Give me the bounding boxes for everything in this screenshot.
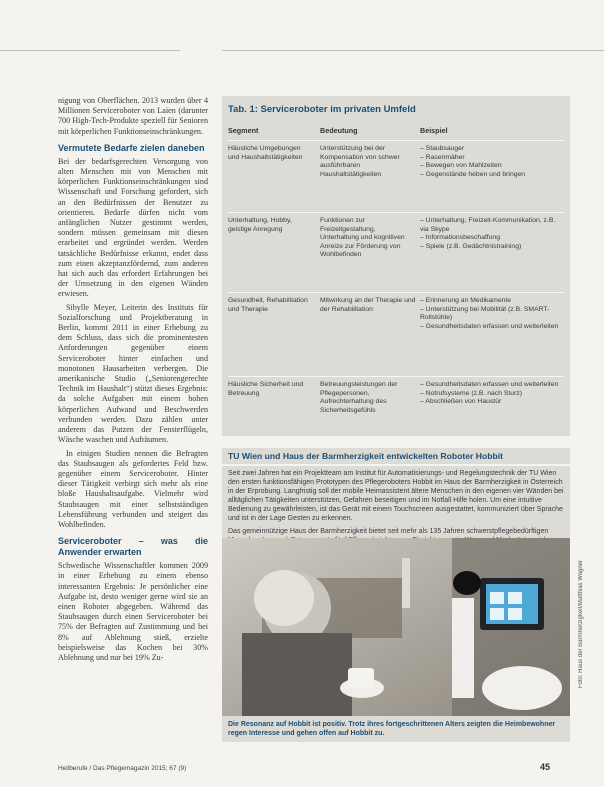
cell-examples [420, 217, 564, 251]
example-item: – Gesundheitsdaten erfassen und weiterleiten [420, 323, 564, 332]
column-header-segment: Segment [228, 126, 259, 135]
cell-meaning: Mitwirkung an der Therapie und der Rehabilitation [320, 297, 416, 313]
cell-segment: Gesundheit, Rehabilitation und Therapie [228, 297, 308, 313]
section-heading: Vermutete Bedarfe zielen daneben [58, 142, 205, 153]
page-number: 45 [540, 762, 551, 772]
paragraph: nigung von Oberflächen. 2013 wurden über 4 Millionen Serviceroboter von Laien (darunter 700 High-Tech-Produkte speziell für Senioren mit körperlichen Funktionseinschränkungen. [58, 96, 208, 136]
photo-illustration [222, 538, 570, 716]
left-column [58, 96, 208, 666]
example-item: – Abschließen von Haustür [420, 398, 564, 407]
cell-segment: Unterhaltung, Hobby, geistige Anregung [228, 217, 292, 233]
cell-examples [420, 297, 564, 331]
cell-segment: Häusliche Sicherheit und Betreuung [228, 381, 304, 397]
box-heading: TU Wien und Haus der Barmherzigkeit entwickelten Roboter Hobbit [222, 448, 570, 464]
example-item: – Erinnerung an Medikamente [420, 297, 564, 306]
paragraph: Sibylle Meyer, Leiterin des Instituts für Sozialforschung und Projektberatung in Berlin, kommt 2011 in einer Erhebung zu dem Schluss, dass sich die prominentesten Anforderungen gegenüber einem Serviceroboter hinter einfachen und monotonen Hausarbeiten verbergen. Die amerikanische Studio („Seniorengerechte Technik im Haushalt“) stützt dieses Ergebnis: da solche Aufgaben mit einem hohen körperlichen Aufwand und Beschwerden verbunden werden. Dazu zählen unter anderem das Putzen der Fensterflügeln, Wäsche waschen und Aufräumen. [58, 302, 208, 445]
table-title: Tab. 1: Serviceroboter im privaten Umfeld [228, 104, 416, 115]
journal-reference: Heilberufe / Das Pflegemagazin 2015; 67 (9) [58, 765, 187, 772]
column-header-meaning: Bedeutung [320, 126, 358, 135]
example-item: – Gesundheitsdaten erfassen und weiterleiten [420, 381, 564, 390]
paragraph: Bei der bedarfsgerechten Versorgung von alten Menschen mit von Menschen mit körperlichen Funktionseinschränkungen sind Wissenschaft und Forschung gefordert, sich an den Bedürfnissen der Benutzer zu orientieren. Bedarfe dürfen nicht vom anfänglichen Nutzer gestimmt werden, sondern müssen gemeinsam mit diesen erarbeitet und ergründet werden. Werden tatsächliche Bedürfnisse erkannt, endet dass zum einen akzeptanzfördernd, zum anderen hat sich auch das erfordert Erfahrungen bei der Umsetzung in den eigenen Wänden erwiesen. [58, 156, 208, 299]
example-item: – Bewegen von Mahlzeiten [420, 162, 564, 171]
top-rule-left [0, 50, 180, 51]
example-item: – Spiele (z.B. Gedächtnistraining) [420, 243, 564, 252]
photo-credit: Foto: Haus der Barmherzigkeit/Matthias Wagner [578, 560, 584, 689]
photo-caption: Die Resonanz auf Hobbit ist positiv. Trotz ihres fortgeschrittenen Alters zeigten die Heimbewohner regen Interesse und gehen offen auf Hobbit zu. [222, 716, 570, 742]
example-item: – Unterstützung bei Mobilität (z.B. SMART-Rollstühle) [420, 306, 564, 323]
cell-segment: Häusliche Umgebungen und Haushaltstätigkeiten [228, 145, 303, 161]
cell-meaning: Unterstützung bei der Kompensation von schwer ausführbaren Haushaltstätigkeiten [320, 145, 400, 178]
cell-examples [420, 145, 564, 179]
box-paragraph: Das gemeinnützige Haus der Barmherzigkeit bietet seit mehr als 135 Jahren schwerstpflegebedürftigen [228, 528, 549, 536]
cell-examples [420, 381, 564, 407]
box-paragraph: Seit zwei Jahren hat ein Projektteam am Institut für Automatisierungs- und Regelungstechnik der TU Wien den ersten funktionsfähigen Prototypen des Pflegeroboters Hobbit im Haus der Barmherzigkeit in Österreich in der Erprobung. Langfristig soll der mobile Heimassistent ältere Menschen in den eigenen vier Wänden bei alltäglichen Tätigkeiten unterstützen, Gefahren beseitigen und im Notfall Hilfe holen. Um eine intuitive Bedienung zu gewährleisten, ist das Gerät mit einem Touchscreen ausgestattet, kommuniziert über Sprache und ist in der Lage Gesten zu erkennen. [228, 470, 564, 522]
hobbit-robot-photo [222, 538, 570, 716]
example-item: – Staubsauger [420, 145, 564, 154]
table-row [228, 292, 564, 374]
example-item: – Informationsbeschaffung [420, 234, 564, 243]
paragraph: In einigen Studien nennen die Befragten das Staubsaugen als gefordertes Feld bzw. gegenüber einem Serviceroboter. Hinter dieser Tätigkeit verbirgt sich mehr als eine bloße Haushaltsaufgabe. Vielmehr wird Staubsaugen mit einer selbstständigen Lebensführung verbunden und steigert das Wohlbefinden. [58, 448, 208, 529]
cell-meaning: Funktionen zur Freizeitgestaltung, Unterhaltung und kognitiven Anreize zur Förderung von Wohlbefinden [320, 217, 405, 259]
example-item: – Gegenstände heben und bringen [420, 171, 564, 180]
section-heading: Serviceroboter – was die Anwender erwarten [58, 536, 208, 558]
service-robot-table [222, 96, 570, 436]
top-rule-right [222, 50, 604, 51]
column-header-example: Beispiel [420, 126, 448, 135]
example-item: – Rasenmäher [420, 154, 564, 163]
example-item: – Notrufsysteme (z.B. nach Sturz) [420, 390, 564, 399]
table-row [228, 212, 564, 290]
table-row [228, 376, 564, 434]
cell-meaning: Betreuungsleistungen der Pflegepersonen, Aufrechterhaltung des Sicherheitsgefühls [320, 381, 398, 414]
paragraph: Schwedische Wissenschaftler kommen 2009 in einer Erhebung zu einem ebenso interessanten Ergebnis: Je persönlicher eine Aufgabe ist, desto weniger gerne wird sie an einen Roboter abgegeben. Während das Staubsaugen durch einen Serviceroboter bei 75% der Befragten auf Zustimmung und bei 8% auf Ablehnung stieß, erzielte beispielsweise das Kochen bei 30% Ablehnung und nur bei 19% Zu- [58, 561, 208, 662]
table-row [228, 140, 564, 210]
example-item: – Unterhaltung, Freizeit-Kommunikation, z.B. via Skype [420, 217, 564, 234]
